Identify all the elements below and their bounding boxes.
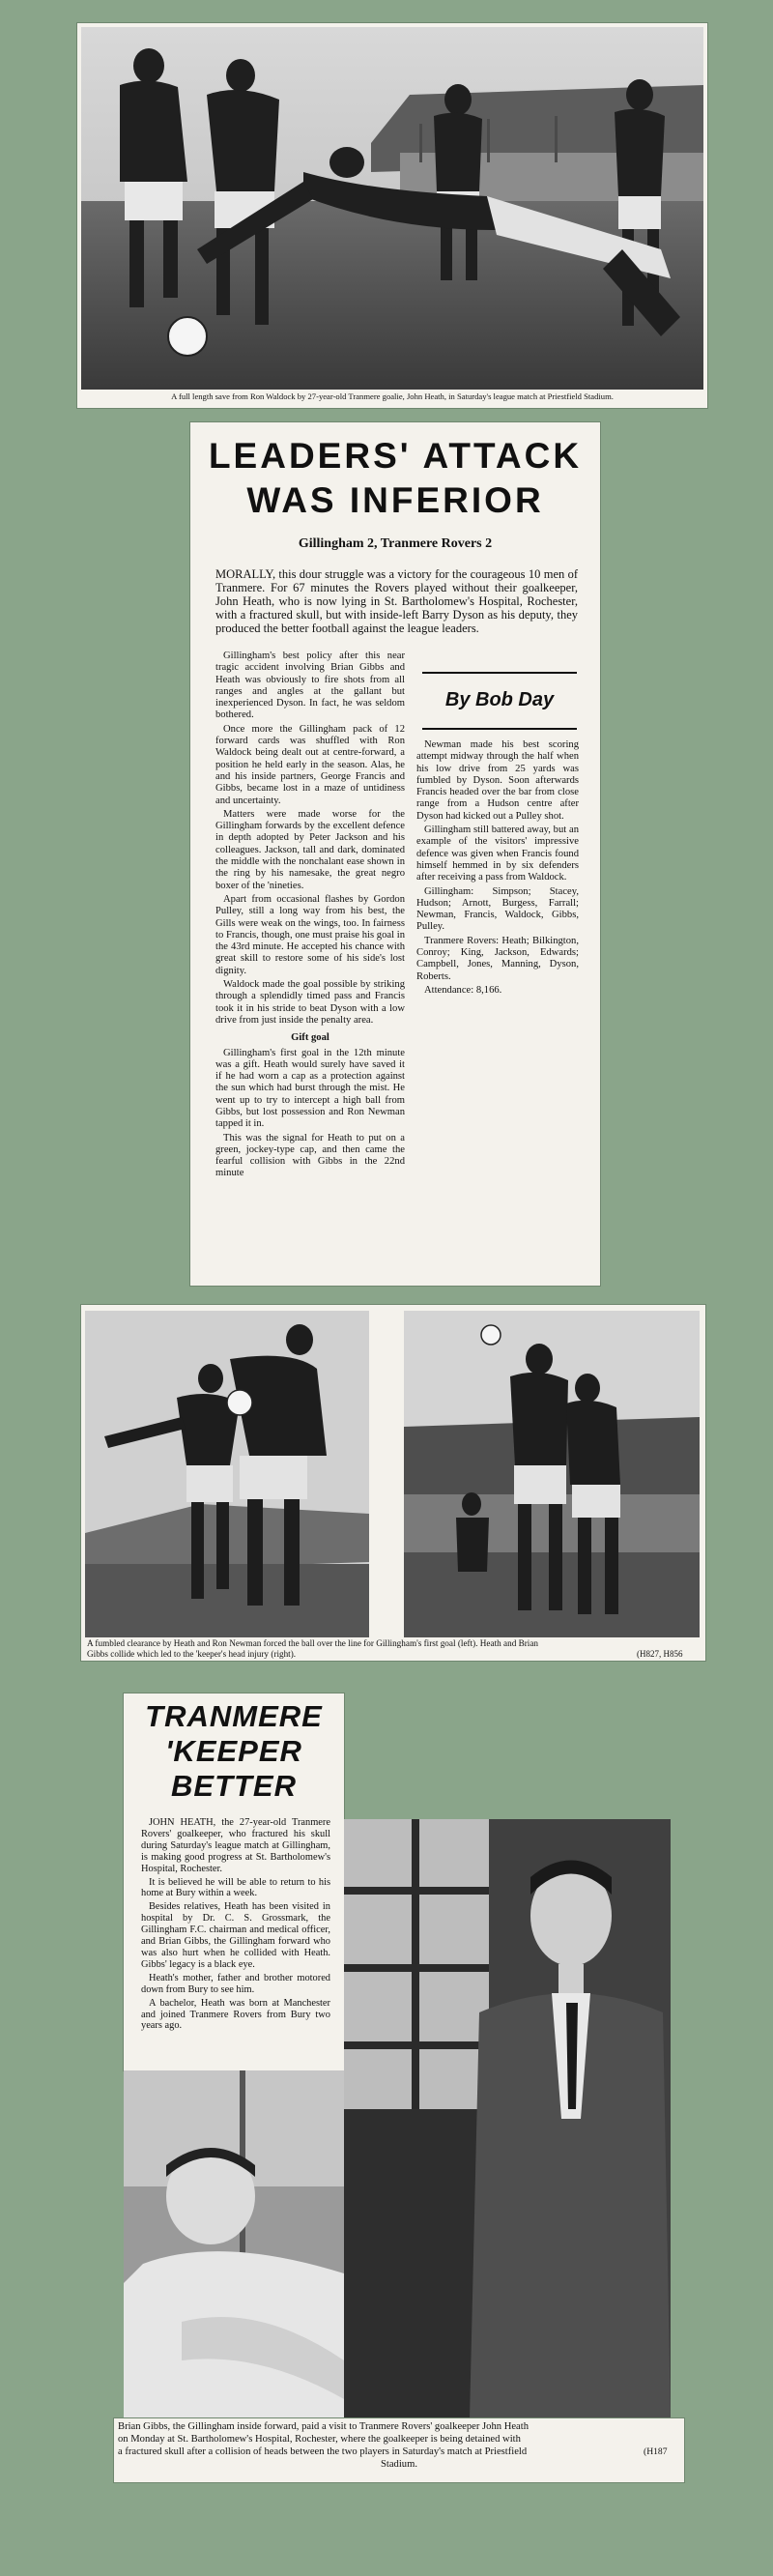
bottom-caption-strip [114,2418,684,2482]
bottom-caption-line3: a fractured skull after a collision of heads between the two players in Saturday's match at Priestfield [118,2446,528,2457]
article2-para: Besides relatives, Heath has been visited in hospital by Dr. C. S. Grossmark, the Gillingham F.C. chairman and medical officer, and Brian Gibbs, the Gillingham forward who was also hurt when he collided with Heath. Gibbs' legacy is a black eye. [141,1901,330,1970]
bottom-caption-line2: on Monday at St. Bartholomew's Hospital, Rochester, where the goalkeeper is being detained with [118,2434,521,2445]
bottom-caption-line4: Stadium. [381,2459,417,2470]
article2-para: It is believed he will be able to return to his home at Bury within a week. [141,1876,330,1899]
gift-goal-subheading: Gift goal [291,1032,329,1044]
article1-para: Gillingham's first goal in the 12th minute was a gift. Heath would surely have saved it if he had worn a cap as a protection against the sun which had burst through the mist. He went up to try to intercept a high ball from Gibbs, but lost possession and Ron Newman tapped it in. [215,1047,405,1130]
football-save-photo [81,27,703,390]
article1-para: Gillingham's best policy after this near tragic accident involving Brian Gibbs and Heath was obviously to fire shots from all ranges and angles at the gallant but inexperienced Dyson. In fact, he was seldom bothered. [215,651,405,721]
middle-caption-line2: Gibbs collide which led to the 'keeper's head injury (right). [87,1649,297,1659]
fumbled-clearance-photo [85,1311,369,1637]
article1-headline-line1: LEADERS' ATTACK [208,436,583,476]
middle-caption-line1: A fumbled clearance by Heath and Ron Newman forced the ball over the line for Gillingham's first goal (left). Heath and Brian [87,1638,538,1648]
article1-para: Newman made his best scoring attempt midway through the half when his low drive from 25 yards was fumbled by Dyson. Soon afterwards Francis headed over the bar from close range from a Hudson centre after Dyson had kicked out a Pulley shot. [416,739,579,822]
article2-headline-line1: TRANMERE [145,1699,323,1733]
article1-lead-paragraph: MORALLY, this dour struggle was a victory for the courageous 10 men of Tranmere. For 67 minutes the Rovers played without their goalkeeper, John Heath, who is now lying in St. Bartholomew's Hospital, Rochester, with a fractured skull, but with inside-left Barry Dyson as his deputy, they produced the better football against the league leaders. [215,567,578,635]
top-photo-caption: A full length save from Ron Waldock by 27-year-old Tranmere goalie, John Heath, in Saturday's league match at Priestfield Stadium. [171,391,614,401]
middle-caption-refs: (H827, H856 [637,1649,683,1659]
article2-para: Heath's mother, father and brother motored down from Bury to see him. [141,1972,330,1995]
top-photo-clipping [77,23,707,408]
article-leaders-attack [190,422,600,1286]
article2-para: A bachelor, Heath was born at Manchester and joined Tranmere Rovers from Bury two years ago. [141,1997,330,2032]
article1-para: Gillingham still battered away, but an example of the visitors' impressive defence was given when Francis found himself hemmed in by six defenders after receiving a pass from Waldock. [416,825,579,883]
byline: By Bob Day [444,689,555,710]
article2-headline-line3: BETTER [171,1769,297,1803]
article2-headline-line2: 'KEEPER [165,1734,302,1768]
middle-photos-clipping [81,1305,705,1661]
article2-para: JOHN HEATH, the 27-year-old Tranmere Rovers' goalkeeper, who fractured his skull during Saturday's league match at Gillingham, is making good progress at St. Bartholomew's Hospital, Rochester. [141,1817,330,1874]
article1-para: Waldock made the goal possible by striking through a splendidly timed pass and Francis took it in his stride to beat Dyson with a low drive from just inside the penalty area. [215,979,405,1026]
patient-in-bed-photo [124,2070,344,2418]
attendance: Attendance: 8,166. [424,984,502,996]
hospital-visit-photo [344,1819,671,2418]
article1-para: Apart from occasional flashes by Gordon Pulley, still a long way from his best, the Gills were weak on the wings, too. In fairness to Francis, though, one must praise his goal in the 43rd minute. He accepted his chance with great skill to restore some of his side's lost dignity. [215,893,405,976]
article1-para: Once more the Gillingham pack of 12 forward cards was shuffled with Ron Waldock being dealt out at centre-forward, a position he held early in the season. Alas, he and his inside partners, George Francis and Gibbs, became lost in a maze of untidiness and uncertainty. [215,723,405,806]
article1-column-2 [416,739,579,999]
article1-para: Gillingham: Simpson; Stacey, Hudson; Arnott, Burgess, Farrall; Newman, Francis, Waldock, Gibbs, Pulley. [416,885,579,933]
article1-para: Matters were made worse for the Gillingham forwards by the excellent defence in depth adopted by Peter Jackson and his colleagues. Jackson, tall and dark, dominated the middle with the nonchalant ease shown in the ring by his namesake, the great negro boxer of the 'nineties. [215,808,405,891]
byline-box [422,672,577,730]
article1-para: Tranmere Rovers: Heath; Bilkington, Conroy; King, Jackson, Edwards; Campbell, Jones, Manning, Dyson, Roberts. [416,935,579,982]
bottom-caption-ref: (H187 [644,2446,668,2457]
article2-body [141,1817,330,2034]
article1-lead [215,567,578,637]
article-tranmere-keeper [124,1693,344,2070]
bottom-caption-line1: Brian Gibbs, the Gillingham inside forward, paid a visit to Tranmere Rovers' goalkeeper John Heath [118,2421,529,2432]
article1-column-1 [215,651,405,1182]
article1-para: This was the signal for Heath to put on a green, jockey-type cap, and then came the fearful collision with Gibbs in the 22nd minute [215,1132,405,1179]
heads-collision-photo [404,1311,700,1637]
article1-subhead: Gillingham 2, Tranmere Rovers 2 [298,536,493,551]
article1-headline-line2: WAS INFERIOR [246,480,544,520]
